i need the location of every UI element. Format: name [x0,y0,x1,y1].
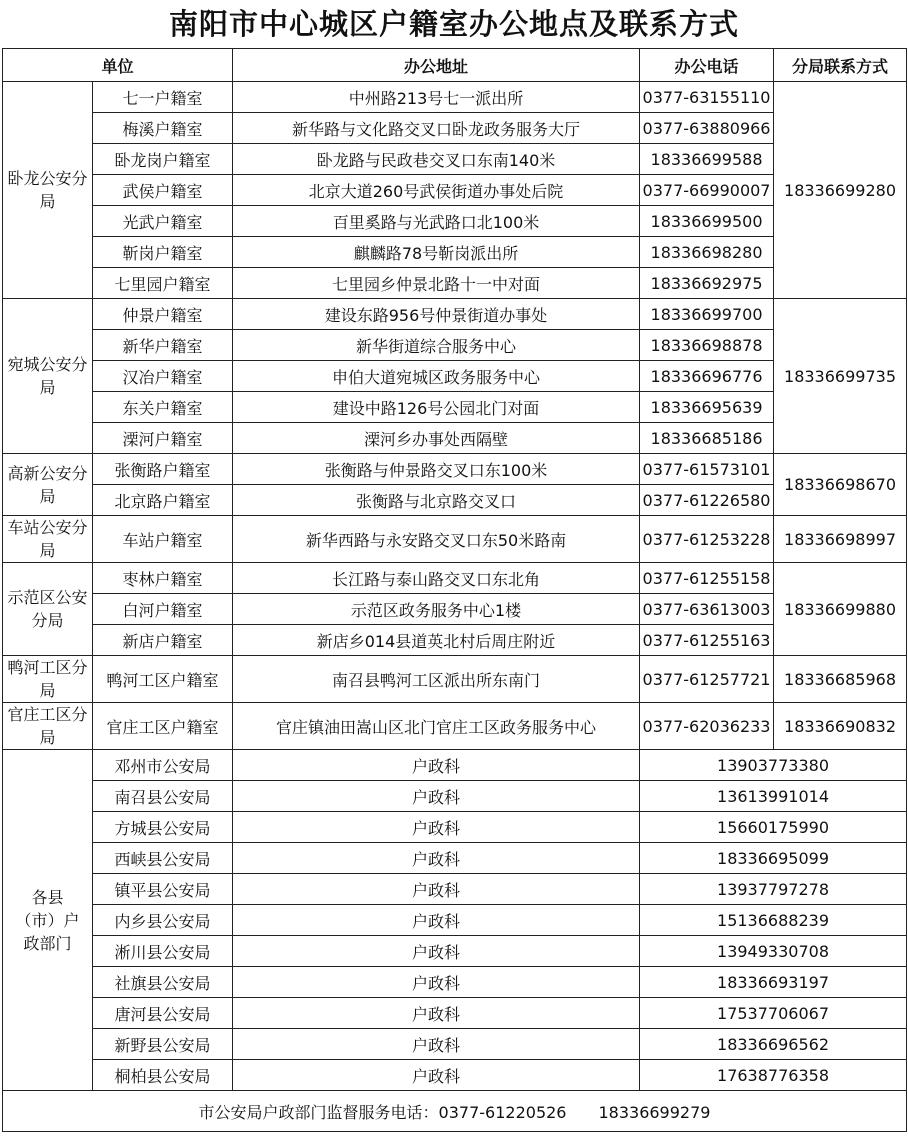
county-bureau-name: 镇平县公安局 [93,874,233,905]
room-name: 车站户籍室 [93,516,233,563]
room-address: 新华西路与永安路交叉口东50米路南 [233,516,640,563]
county-bureau-name: 社旗县公安局 [93,967,233,998]
room-phone: 18336685186 [640,423,774,454]
county-row [3,874,907,905]
county-row [3,750,907,781]
room-name: 卧龙岗户籍室 [93,144,233,175]
room-phone: 0377-61257721 [640,656,774,703]
room-phone: 18336692975 [640,268,774,299]
county-row [3,998,907,1029]
room-phone: 18336698280 [640,237,774,268]
table-row [3,82,907,113]
table-row [3,299,907,330]
room-phone: 0377-61255163 [640,625,774,656]
county-dept: 户政科 [233,781,640,812]
county-phone: 13949330708 [640,936,907,967]
table-row [3,516,907,563]
table-row [3,485,907,516]
room-phone: 0377-63613003 [640,594,774,625]
bureau-contact: 18336698670 [774,454,907,516]
table-row [3,113,907,144]
table-row [3,625,907,656]
county-phone: 13937797278 [640,874,907,905]
table-row [3,206,907,237]
room-name: 北京路户籍室 [93,485,233,516]
room-address: 新店乡014县道英北村后周庄附近 [233,625,640,656]
room-address: 申伯大道宛城区政务服务中心 [233,361,640,392]
county-row [3,905,907,936]
county-row [3,967,907,998]
county-phone: 17537706067 [640,998,907,1029]
room-name: 七里园户籍室 [93,268,233,299]
room-name: 新华户籍室 [93,330,233,361]
table-header-row [3,49,907,82]
room-phone: 0377-62036233 [640,703,774,750]
bureau-name: 宛城公安分局 [3,299,93,454]
table-row [3,703,907,750]
room-phone: 0377-61253228 [640,516,774,563]
county-bureau-name: 西峡县公安局 [93,843,233,874]
room-name: 靳岗户籍室 [93,237,233,268]
room-address: 建设中路126号公园北门对面 [233,392,640,423]
room-phone: 0377-63880966 [640,113,774,144]
county-phone: 15136688239 [640,905,907,936]
room-address: 麒麟路78号靳岗派出所 [233,237,640,268]
room-phone: 0377-61255158 [640,563,774,594]
county-dept: 户政科 [233,1029,640,1060]
county-bureau-name: 南召县公安局 [93,781,233,812]
county-phone: 18336696562 [640,1029,907,1060]
table-row [3,656,907,703]
room-name: 七一户籍室 [93,82,233,113]
bureau-contact: 18336685968 [774,656,907,703]
room-name: 武侯户籍室 [93,175,233,206]
room-name: 新店户籍室 [93,625,233,656]
county-row [3,781,907,812]
room-phone: 0377-61573101 [640,454,774,485]
bureau-name: 示范区公安分局 [3,563,93,656]
room-name: 汉冶户籍室 [93,361,233,392]
room-phone: 18336699588 [640,144,774,175]
county-row [3,1029,907,1060]
county-row [3,1060,907,1091]
county-dept: 户政科 [233,967,640,998]
room-name: 光武户籍室 [93,206,233,237]
room-name: 官庄工区户籍室 [93,703,233,750]
bureau-name: 车站公安分局 [3,516,93,563]
county-phone: 18336695099 [640,843,907,874]
room-phone: 18336695639 [640,392,774,423]
room-name: 仲景户籍室 [93,299,233,330]
table-row [3,144,907,175]
bureau-contact: 18336690832 [774,703,907,750]
county-bureau-name: 唐河县公安局 [93,998,233,1029]
page-title: 南阳市中心城区户籍室办公地点及联系方式 [168,7,739,41]
room-address: 中州路213号七一派出所 [233,82,640,113]
header-unit: 单位 [3,49,233,82]
room-address: 七里园乡仲景北路十一中对面 [233,268,640,299]
table-row [3,268,907,299]
county-row [3,812,907,843]
county-bureau-name: 邓州市公安局 [93,750,233,781]
header-address: 办公地址 [233,49,640,82]
room-address: 新华街道综合服务中心 [233,330,640,361]
county-phone: 15660175990 [640,812,907,843]
table-row [3,594,907,625]
bureau-contact: 18336699280 [774,82,907,299]
table-row [3,175,907,206]
room-address: 张衡路与北京路交叉口 [233,485,640,516]
table-row [3,392,907,423]
county-bureau-name: 内乡县公安局 [93,905,233,936]
county-phone: 18336693197 [640,967,907,998]
room-name: 枣林户籍室 [93,563,233,594]
room-phone: 18336699700 [640,299,774,330]
room-phone: 18336699500 [640,206,774,237]
room-address: 北京大道260号武侯街道办事处后院 [233,175,640,206]
bureau-name: 卧龙公安分局 [3,82,93,299]
supervision-hotline: 市公安局户政部门监督服务电话：0377-61220526 18336699279 [3,1091,907,1132]
county-dept: 户政科 [233,998,640,1029]
header-bureau-contact: 分局联系方式 [774,49,907,82]
room-address: 南召县鸭河工区派出所东南门 [233,656,640,703]
room-phone: 0377-61226580 [640,485,774,516]
county-row [3,843,907,874]
room-name: 张衡路户籍室 [93,454,233,485]
bureau-contact: 18336699735 [774,299,907,454]
table-row [3,330,907,361]
county-group-label: 各县（市）户政部门 [3,750,93,1091]
bureau-name: 官庄工区分局 [3,703,93,750]
county-dept: 户政科 [233,1060,640,1091]
room-address: 官庄镇油田嵩山区北门官庄工区政务服务中心 [233,703,640,750]
room-address: 溧河乡办事处西隔壁 [233,423,640,454]
county-dept: 户政科 [233,812,640,843]
room-address: 卧龙路与民政巷交叉口东南140米 [233,144,640,175]
room-phone: 18336696776 [640,361,774,392]
room-address: 张衡路与仲景路交叉口东100米 [233,454,640,485]
table-row [3,361,907,392]
contact-table [2,48,907,1132]
county-bureau-name: 方城县公安局 [93,812,233,843]
county-dept: 户政科 [233,905,640,936]
bureau-name: 鸭河工区分局 [3,656,93,703]
county-row [3,936,907,967]
table-row [3,237,907,268]
header-office-phone: 办公电话 [640,49,774,82]
room-name: 鸭河工区户籍室 [93,656,233,703]
room-phone: 0377-63155110 [640,82,774,113]
room-name: 白河户籍室 [93,594,233,625]
table-row [3,454,907,485]
room-name: 梅溪户籍室 [93,113,233,144]
bureau-contact: 18336699880 [774,563,907,656]
county-bureau-name: 新野县公安局 [93,1029,233,1060]
room-phone: 18336698878 [640,330,774,361]
room-address: 新华路与文化路交叉口卧龙政务服务大厅 [233,113,640,144]
county-dept: 户政科 [233,750,640,781]
room-address: 建设东路956号仲景街道办事处 [233,299,640,330]
room-name: 溧河户籍室 [93,423,233,454]
county-bureau-name: 桐柏县公安局 [93,1060,233,1091]
county-dept: 户政科 [233,843,640,874]
room-address: 示范区政务服务中心1楼 [233,594,640,625]
county-phone: 13903773380 [640,750,907,781]
room-address: 长江路与泰山路交叉口东北角 [233,563,640,594]
county-dept: 户政科 [233,936,640,967]
county-dept: 户政科 [233,874,640,905]
room-phone: 0377-66990007 [640,175,774,206]
footer-row [3,1091,907,1132]
room-address: 百里奚路与光武路口北100米 [233,206,640,237]
county-phone: 17638776358 [640,1060,907,1091]
county-phone: 13613991014 [640,781,907,812]
table-row [3,563,907,594]
room-name: 东关户籍室 [93,392,233,423]
bureau-name: 高新公安分局 [3,454,93,516]
table-row [3,423,907,454]
bureau-contact: 18336698997 [774,516,907,563]
county-bureau-name: 淅川县公安局 [93,936,233,967]
